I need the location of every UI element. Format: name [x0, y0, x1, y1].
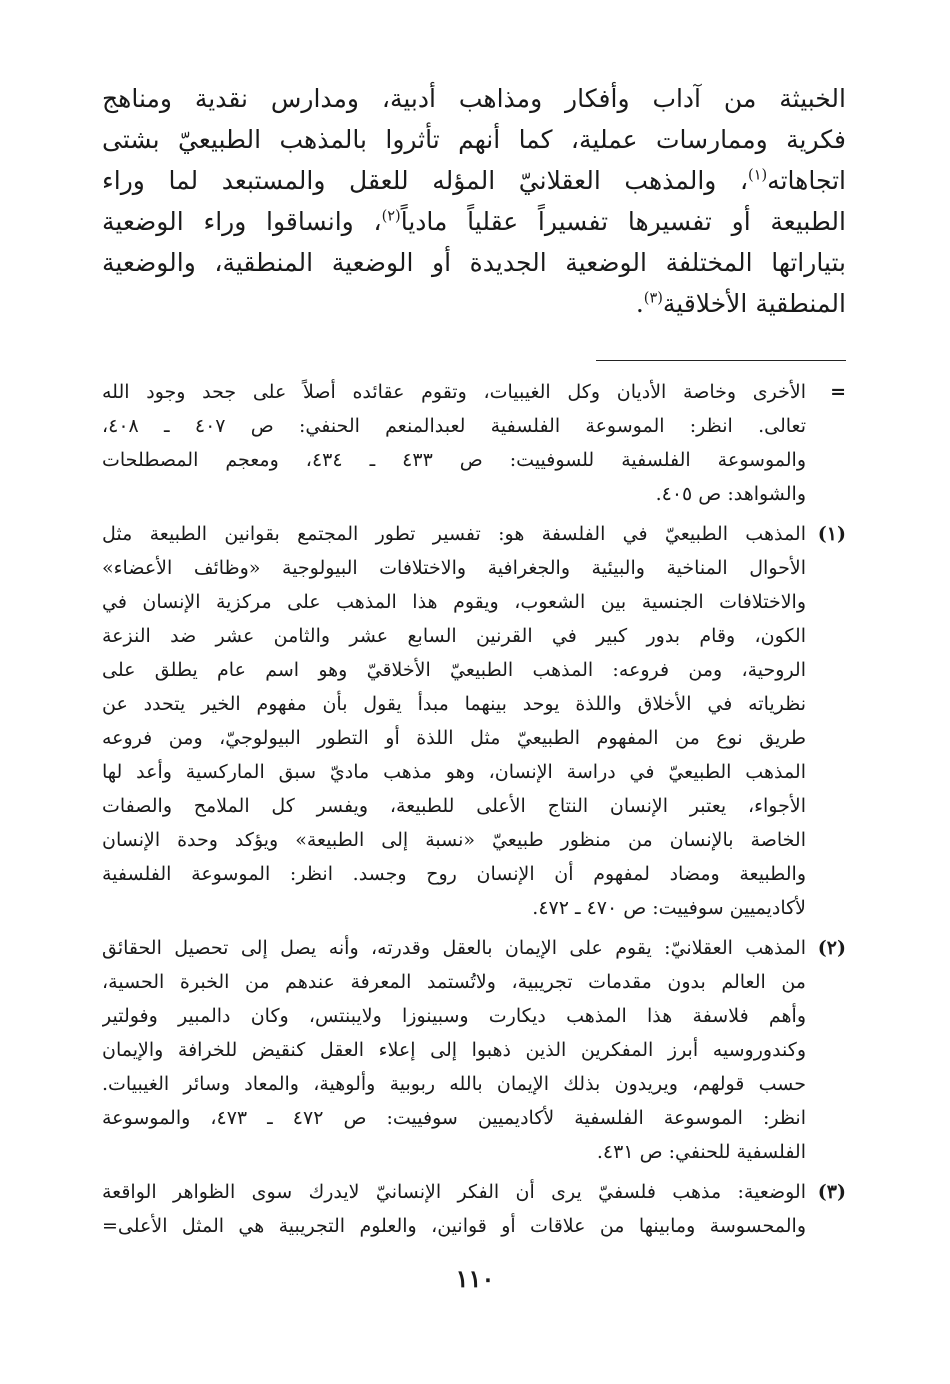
- footnote-line: المذهب الطبيعيّ في الفلسفة هو: تفسير تطور المجتمع بقوانين الطبيعة مثل: [102, 523, 806, 545]
- paragraph-line: فكرية وممارسات عملية، كما أنهم تأثروا بالمذهب الطبيعيّ بشتى: [102, 125, 846, 154]
- footnote-reference: (٢): [381, 208, 401, 225]
- footnotes: [102, 375, 846, 1243]
- footnote-line: الوضعية: مذهب فلسفيّ يرى أن الفكر الإنسانيّ لايدرك سوى الظواهر الواقعة: [102, 1181, 806, 1203]
- main-paragraph: [102, 78, 846, 324]
- footnote-line: المذهب العقلانيّ: يقوم على الإيمان بالعقل وقدرته، وأنه يصل إلى تحصيل الحقائق: [102, 937, 806, 959]
- page-number: ١١٠: [455, 1264, 495, 1293]
- footnote-marker: (٢): [817, 937, 846, 959]
- footnote-2: [102, 931, 846, 1169]
- footnote-line: وأهم فلاسفة هذا المذهب ديكارت وسبينوزا ولايبنتس، وكان دالمبير وفولتير: [102, 1005, 806, 1027]
- footnote-reference: (١): [748, 167, 768, 184]
- footnote-marker: (٣): [817, 1181, 846, 1203]
- footnote-line: وكندوروسيه أبرز المفكرين الذين ذهبوا إلى إعلاء العقل كنقيض للخرافة والإيمان: [102, 1039, 806, 1061]
- footnote-line: الكون، وقام بدور كبير في القرنين السابع عشر والثامن عشر ضد النزعة: [102, 625, 806, 647]
- footnote-line: تعالى. انظر: الموسوعة الفلسفية لعبدالمنعم الحنفي: ص ٤٠٧ ـ ٤٠٨،: [102, 415, 806, 437]
- footnote-line: من العالم بدون مقدمات تجريبية، ولاتُستمد المعرفة عندهم من الخبرة الحسية،: [102, 971, 806, 993]
- footnote-continued: [102, 375, 846, 511]
- footnote-line: الفلسفية للحنفي: ص ٤٣١.: [596, 1141, 806, 1163]
- footnote-text: [102, 1175, 806, 1243]
- footnote-1: [102, 517, 846, 925]
- footnote-line: والموسوعة الفلسفية للسوفييت: ص ٤٣٣ ـ ٤٣٤، ومعجم المصطلحات: [102, 449, 806, 471]
- footnote-line: انظر: الموسوعة الفلسفية لأكاديميين سوفييت: ص ٤٧٢ ـ ٤٧٣، والموسوعة: [102, 1107, 806, 1129]
- footnote-marker: =: [830, 381, 846, 403]
- footnote-text: [102, 375, 806, 511]
- paragraph-line: المنطقية الأخلاقية$^{(٣)}$.: [635, 289, 846, 318]
- page: [102, 78, 846, 1249]
- footnote-separator: [596, 360, 846, 361]
- footnote-text: [102, 931, 806, 1169]
- footnote-line: طريق نوع من المفهوم الطبيعيّ مثل اللذة أو التطور البيولوجيّ، ومن فروعه: [102, 727, 806, 749]
- footnote-reference: (٣): [643, 290, 663, 307]
- paragraph-line: اتجاهاته$^{(١)}$، والمذهب العقلانيّ المؤله للعقل والمستبعد لما وراء: [102, 166, 846, 195]
- footnote-line: المذهب الطبيعيّ في دراسة الإنسان، وهو مذهب ماديّ سبق الماركسية وأعد لها: [102, 761, 806, 783]
- paragraph-line: الطبيعة أو تفسيرها تفسيراً عقلياً مادياً$^{(٢)}$، وانساقوا وراء الوضعية: [102, 207, 846, 236]
- footnote-line: والاختلافات الجنسية بين الشعوب، ويقوم هذا المذهب على مركزية الإنسان في: [102, 591, 806, 613]
- footnote-3: [102, 1175, 846, 1243]
- footnote-text: [102, 517, 806, 925]
- footnote-line: والشواهد: ص ٤٠٥.: [655, 483, 806, 505]
- footnote-line: الخاصة بالإنسان من منظور طبيعيّ «نسبة إلى الطبيعة» ويؤكد وحدة الإنسان: [102, 829, 806, 851]
- footnote-line: الأخرى وخاصة الأديان وكل الغيبيات، وتقوم عقائده أصلاً على جحد وجود الله: [102, 381, 806, 403]
- footnote-line: نظرياته في الأخلاق واللذة يوحد بينهما مبدأ يقول بأن مفهوم الخير يتحدد عن: [102, 693, 806, 715]
- footnote-line: الأحوال المناخية والبيئية والجغرافية والاختلافات البيولوجية «وظائف الأعضاء»: [102, 557, 806, 579]
- footnote-line: الأجواء، يعتبر الإنسان النتاج الأعلى للطبيعة، ويفسر كل الملامح والصفات: [102, 795, 806, 817]
- footnote-line: والمحسوسة ومابينها من علاقات أو قوانين، والعلوم التجريبية هي المثل الأعلى=: [102, 1215, 806, 1237]
- footnote-line: حسب قولهم، ويريدون بذلك الإيمان بالله ربوبية وألوهية، والمعاد وسائر الغيبيات.: [102, 1073, 806, 1095]
- footnote-line: الروحية، ومن فروعه: المذهب الطبيعيّ الأخلاقيّ وهو اسم عام يطلق على: [102, 659, 806, 681]
- footnote-marker: (١): [817, 523, 846, 545]
- footnote-line: لأكاديميين سوفييت: ص ٤٧٠ ـ ٤٧٢.: [532, 897, 806, 919]
- footnote-line: والطبيعة ومضاد لمفهوم أن الإنسان روح وجسد. انظر: الموسوعة الفلسفية: [102, 863, 806, 885]
- paragraph-line: الخبيثة من آداب وأفكار ومذاهب أدبية، ومدارس نقدية ومناهج: [102, 84, 846, 113]
- paragraph-line: بتياراتها المختلفة الوضعية الجديدة أو الوضعية المنطقية، والوضعية: [102, 248, 846, 277]
